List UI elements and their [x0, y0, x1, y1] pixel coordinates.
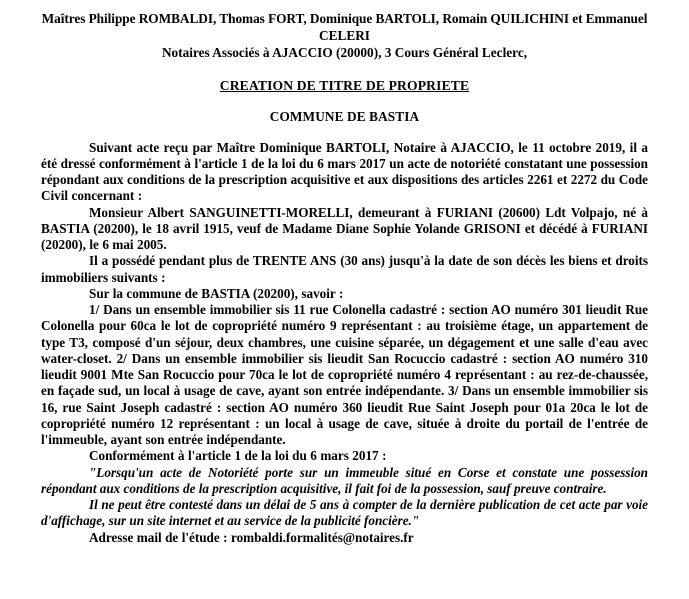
paragraph-email-address: Adresse mail de l'étude : rombaldi.formalités@notaires.fr: [89, 529, 414, 545]
letterhead: [22, 0, 667, 62]
firm-address-line: Notaires Associés à AJACCIO (20000), 3 Cours Général Leclerc,: [161, 45, 528, 60]
legal-quote-paragraph-1: "Lorsqu'un acte de Notoriété porte sur un immeuble situé en Corse et constate une possession répondant aux conditions de la prescription acquisitive, il fait foi de la possession, sauf preuve contraire.: [41, 464, 648, 496]
paragraph-possession: Il a possédé pendant plus de TRENTE ANS (30 ans) jusqu'à la date de son décès les biens et droits immobiliers suivants :: [41, 253, 648, 285]
firm-name-line-1: Maîtres Philippe ROMBALDI, Thomas FORT, Dominique BARTOLI, Romain QUILICHINI et Emmanuel: [41, 11, 648, 26]
paragraph-conformement: Conformément à l'article 1 de la loi du 6 mars 2017 :: [89, 448, 387, 464]
paragraph-identite: Monsieur Albert SANGUINETTI-MORELLI, demeurant à FURIANI (20600) Ldt Volpajo, né à BASTIA (20200), le 18 avril 1915, veuf de Madame Diane Sophie Yolande GRISONI et décédé à FURIANI (20200), le 6 mai 2005.: [41, 204, 648, 252]
document-title: CREATION DE TITRE DE PROPRIETE: [219, 77, 470, 93]
paragraph-biens-immobiliers: 1/ Dans un ensemble immobilier sis 11 rue Colonella cadastré : section AO numéro 301 lieudit Rue Colonella pour 60ca le lot de copropriété numéro 9 représentant : au troisième étage, un appartement de type T3, composé d'un séjour, deux chambres, une cuisine séparée, un dégagement et une salle d'eau avec water-closet. 2/ Dans un ensemble immobilier sis lieudit San Rocuccio cadastré : section AO numéro 310 lieudit 9001 Mte San Rocuccio pour 70ca le lot de copropriété numéro 4 représentant : au rez-de-chaussée, en façade sud, un local à usage de cave, ayant son entrée indépendante. 3/ Dans un ensemble immobilier sis 16, rue Saint Joseph cadastré : section AO numéro 360 lieudit Rue Saint Joseph pour 01a 20ca le lot de copropriété numéro 12 représentant : un local à usage de cave, située à droite du portail de l'entrée de l'immeuble, ayant son entrée indépendante.: [41, 302, 648, 447]
commune-heading: COMMUNE DE BASTIA: [269, 108, 420, 124]
paragraph-commune-intro: Sur la commune de BASTIA (20200), savoir :: [89, 285, 344, 301]
paragraph-acte-recu: Suivant acte reçu par Maître Dominique BARTOLI, Notaire à AJACCIO, le 11 octobre 2019, il a été dressé conformément à l'article 1 de la loi du 6 mars 2017 un acte de notoriété constatant une possession répondant aux conditions de la prescription acquisitive et aux dispositions des articles 2261 et 2272 du Code Civil concernant :: [41, 139, 648, 204]
document-body: [41, 140, 648, 546]
firm-name-line-2: CELERI: [319, 27, 370, 43]
legal-quote-paragraph-2: Il ne peut être contesté dans un délai de 5 ans à compter de la dernière publication de cet acte par voie d'affichage, sur un site internet et au service de la publicité foncière.": [41, 497, 648, 529]
